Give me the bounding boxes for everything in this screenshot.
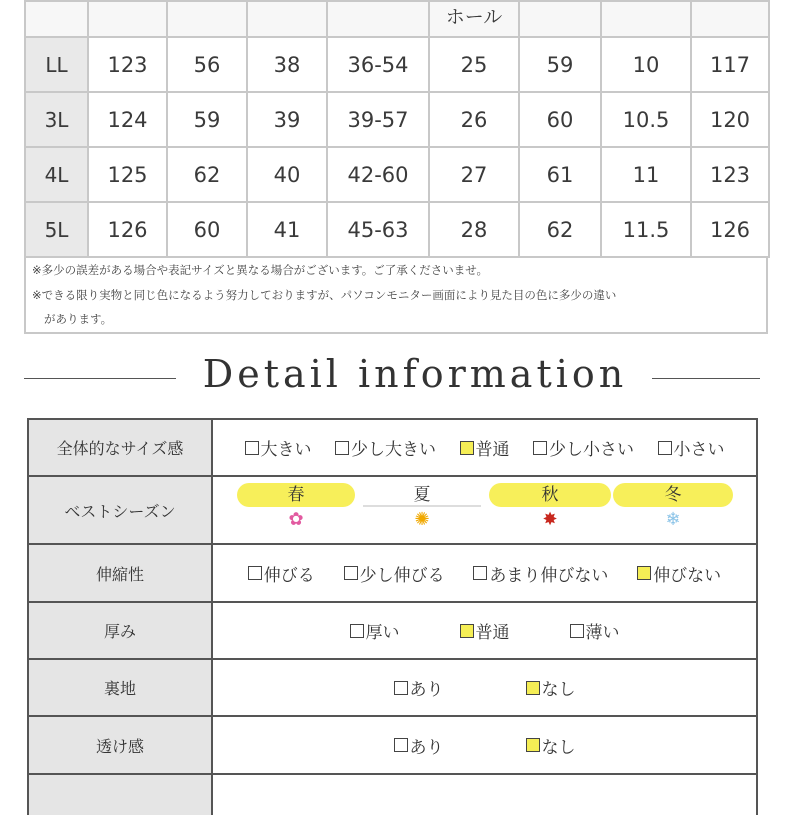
sheer-options — [213, 717, 756, 773]
checkbox — [637, 566, 651, 580]
size-value: 59 — [519, 37, 601, 92]
size-value: 60 — [167, 202, 247, 257]
option-label: 少し伸びる — [359, 565, 445, 586]
note-line: ※多少の誤差がある場合や表記サイズと異なる場合がございます。ご了承くださいませ。 — [32, 263, 488, 277]
size-value: 56 — [167, 37, 247, 92]
option-label: あり — [409, 680, 444, 700]
checkbox — [350, 624, 364, 638]
size-value: 11.5 — [601, 202, 691, 257]
option-thin — [570, 618, 620, 643]
checkbox — [245, 441, 259, 455]
size-value: 62 — [519, 202, 601, 257]
snowflake-icon: ❄ — [665, 509, 681, 530]
season-pill: 夏 — [363, 483, 481, 507]
size-value: 117 — [691, 37, 769, 92]
season-pill: 春 — [237, 483, 355, 507]
option-slightly-stretches — [344, 561, 445, 586]
option-no-stretch — [637, 561, 721, 586]
option-stretches — [248, 561, 315, 586]
row-label: 裏地 — [29, 660, 213, 715]
season-autumn — [489, 483, 611, 531]
row-label: 全体的なサイズ感 — [29, 420, 213, 475]
option-label: あまり伸びない — [489, 565, 609, 586]
option-label: 普通 — [475, 623, 510, 643]
size-label: 5L — [25, 202, 88, 257]
checkbox — [335, 441, 349, 455]
header-cell — [519, 1, 601, 37]
table-row — [25, 147, 769, 202]
size-value: 124 — [88, 92, 167, 147]
checkbox — [248, 566, 262, 580]
size-value: 38 — [247, 37, 327, 92]
detail-row-sheer — [29, 717, 756, 775]
season-summer — [363, 483, 481, 531]
size-value: 11 — [601, 147, 691, 202]
size-value: 10 — [601, 37, 691, 92]
size-table-header — [25, 1, 769, 37]
checkbox — [460, 441, 474, 455]
header-cell — [25, 1, 88, 37]
size-value: 42-60 — [327, 147, 429, 202]
size-value: 10.5 — [601, 92, 691, 147]
option-normal — [460, 618, 510, 643]
row-label-partial — [29, 775, 213, 815]
checkbox — [473, 566, 487, 580]
option-label: 大きい — [260, 440, 312, 460]
size-value: 39 — [247, 92, 327, 147]
row-label: 透け感 — [29, 717, 213, 773]
checkbox — [394, 738, 408, 752]
table-row — [25, 37, 769, 92]
size-value: 41 — [247, 202, 327, 257]
size-value: 36-54 — [327, 37, 429, 92]
fit-options — [213, 420, 756, 475]
option-slightly-large — [335, 435, 436, 460]
note-line: ※できる限り実物と同じ色になるよう努力しておりますが、パソコンモニター画面により見た目の色に多少の違い — [32, 288, 617, 302]
row-label: 厚み — [29, 603, 213, 658]
size-value: 62 — [167, 147, 247, 202]
table-row — [25, 92, 769, 147]
header-cell-hole: ホール — [429, 1, 519, 37]
checkbox — [533, 441, 547, 455]
size-value: 26 — [429, 92, 519, 147]
header-cell — [691, 1, 769, 37]
notes-box — [24, 256, 768, 334]
checkbox — [570, 624, 584, 638]
section-heading — [0, 352, 788, 402]
option-label: 厚い — [365, 623, 400, 643]
size-value: 39-57 — [327, 92, 429, 147]
checkbox — [526, 738, 540, 752]
option-small — [658, 435, 725, 460]
size-value: 123 — [88, 37, 167, 92]
checkbox — [526, 681, 540, 695]
row-label: 伸縮性 — [29, 545, 213, 601]
size-value: 60 — [519, 92, 601, 147]
size-value: 59 — [167, 92, 247, 147]
size-value: 61 — [519, 147, 601, 202]
season-options — [213, 477, 756, 543]
option-no — [526, 675, 576, 700]
size-value: 27 — [429, 147, 519, 202]
size-value: 126 — [88, 202, 167, 257]
heading-rule-left — [24, 378, 176, 379]
size-label: LL — [25, 37, 88, 92]
size-value: 123 — [691, 147, 769, 202]
size-value: 125 — [88, 147, 167, 202]
size-value: 28 — [429, 202, 519, 257]
size-label: 3L — [25, 92, 88, 147]
detail-row-lining — [29, 660, 756, 717]
checkbox — [460, 624, 474, 638]
thickness-options — [213, 603, 756, 658]
stretch-options — [213, 545, 756, 601]
option-label: 少し大きい — [351, 440, 436, 460]
checkbox — [394, 681, 408, 695]
table-row — [25, 202, 769, 257]
size-label: 4L — [25, 147, 88, 202]
option-yes — [394, 675, 444, 700]
checkbox — [344, 566, 358, 580]
size-value: 40 — [247, 147, 327, 202]
option-label: 小さい — [673, 440, 725, 460]
option-no — [526, 733, 576, 758]
season-pill: 秋 — [489, 483, 611, 507]
option-label: あり — [409, 737, 444, 758]
header-cell — [247, 1, 327, 37]
heading-rule-right — [652, 378, 760, 379]
option-normal — [460, 435, 510, 460]
detail-row-fit — [29, 420, 756, 477]
option-label: 少し小さい — [549, 440, 634, 460]
season-pill: 冬 — [613, 483, 733, 507]
partial-options — [213, 775, 756, 815]
option-label: 伸びない — [653, 565, 722, 586]
lining-options — [213, 660, 756, 715]
size-value: 45-63 — [327, 202, 429, 257]
option-label: なし — [541, 680, 576, 700]
size-table — [24, 0, 770, 258]
maple-leaf-icon: ✸ — [542, 509, 558, 530]
detail-information-title: Detail information — [202, 352, 628, 396]
note-line: があります。 — [44, 312, 113, 326]
detail-table — [27, 418, 758, 815]
option-large — [245, 435, 312, 460]
size-value: 126 — [691, 202, 769, 257]
option-barely-stretches — [473, 561, 608, 586]
season-winter — [613, 483, 733, 531]
sunflower-icon: ✺ — [414, 509, 430, 530]
option-thick — [350, 618, 400, 643]
size-value: 120 — [691, 92, 769, 147]
option-label: 伸びる — [263, 565, 315, 586]
detail-row-thickness — [29, 603, 756, 660]
detail-row-season — [29, 477, 756, 545]
header-cell — [601, 1, 691, 37]
season-spring — [237, 483, 355, 531]
option-label: 普通 — [475, 440, 510, 460]
flower-icon: ✿ — [288, 509, 304, 530]
option-slightly-small — [533, 435, 634, 460]
option-label: なし — [541, 737, 576, 758]
option-label: 薄い — [585, 623, 620, 643]
header-cell — [167, 1, 247, 37]
detail-row-partial — [29, 775, 756, 815]
header-cell — [88, 1, 167, 37]
row-label: ベストシーズン — [29, 477, 213, 543]
size-value: 25 — [429, 37, 519, 92]
option-yes — [394, 733, 444, 758]
detail-row-stretch — [29, 545, 756, 603]
checkbox — [658, 441, 672, 455]
header-cell — [327, 1, 429, 37]
